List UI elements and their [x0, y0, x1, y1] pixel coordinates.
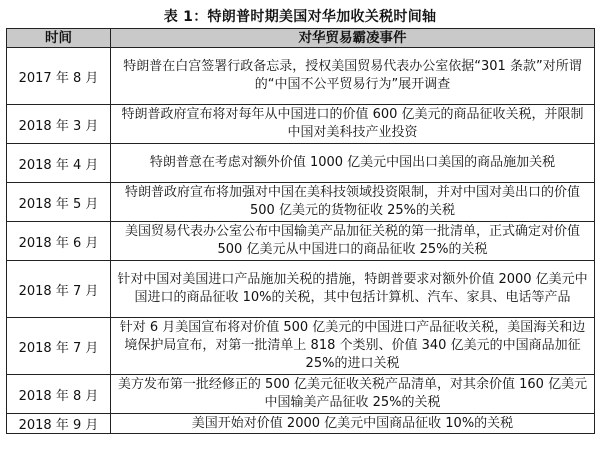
event-cell: 美方发布第一批经修正的 500 亿美元征收关税产品清单，对其余价值 160 亿美元中国输美产品征收 25%的关税 — [111, 375, 595, 414]
table-header-row — [7, 29, 595, 48]
time-cell: 2018 年 7 月 — [7, 261, 111, 318]
event-cell: 特朗普政府宣布将加强对中国在美科技领域投资限制，并对中国对美出口的价值 500 亿美元的货物征收 25%的关税 — [111, 183, 595, 222]
event-cell: 针对中国对美国进口产品施加关税的措施，特朗普要求对额外价值 2000 亿美元中国进口的商品征收 10%的关税，其中包括计算机、汽车、家具、电话等产品 — [111, 261, 595, 318]
header-time: 时间 — [7, 29, 111, 48]
table-caption: 表 1：特朗普时期美国对华加收关税时间轴 — [163, 9, 437, 25]
time-cell: 2018 年 5 月 — [7, 183, 111, 222]
event-cell: 针对 6 月美国宣布将对价值 500 亿美元的中国进口产品征收关税，美国海关和边境保护局宣布，对第一批清单上 818 个类别、价值 340 亿美元的中国商品加征 25%的进口关税 — [111, 318, 595, 375]
event-cell: 美国开始对价值 2000 亿美元中国商品征收 10%的关税 — [111, 414, 595, 434]
table-row — [7, 183, 595, 222]
header-event: 对华贸易霸凌事件 — [111, 29, 595, 48]
event-cell: 特朗普在白宫签署行政备忘录，授权美国贸易代表办公室依据“301 条款”对所谓的“中国不公平贸易行为”展开调查 — [111, 48, 595, 105]
table-row — [7, 261, 595, 318]
time-cell: 2018 年 8 月 — [7, 375, 111, 414]
time-cell: 2018 年 6 月 — [7, 222, 111, 261]
table-row — [7, 222, 595, 261]
table-row — [7, 105, 595, 144]
event-cell: 美国贸易代表办公室公布中国输美产品加征关税的第一批清单，正式确定对价值 500 亿美元从中国进口的商品征收 25%的关税 — [111, 222, 595, 261]
event-cell: 特朗普政府宣布将对每年从中国进口的价值 600 亿美元的商品征收关税，并限制中国对美科技产业投资 — [111, 105, 595, 144]
table-row — [7, 318, 595, 375]
time-cell: 2018 年 7 月 — [7, 318, 111, 375]
time-cell: 2017 年 8 月 — [7, 48, 111, 105]
table-row — [7, 375, 595, 414]
time-cell: 2018 年 3 月 — [7, 105, 111, 144]
event-cell: 特朗普意在考虑对额外价值 1000 亿美元中国出口美国的商品施加关税 — [111, 144, 595, 183]
table-row — [7, 144, 595, 183]
table-row — [7, 48, 595, 105]
time-cell: 2018 年 9 月 — [7, 414, 111, 434]
table-row — [7, 414, 595, 434]
time-cell: 2018 年 4 月 — [7, 144, 111, 183]
timeline-table — [6, 28, 595, 434]
